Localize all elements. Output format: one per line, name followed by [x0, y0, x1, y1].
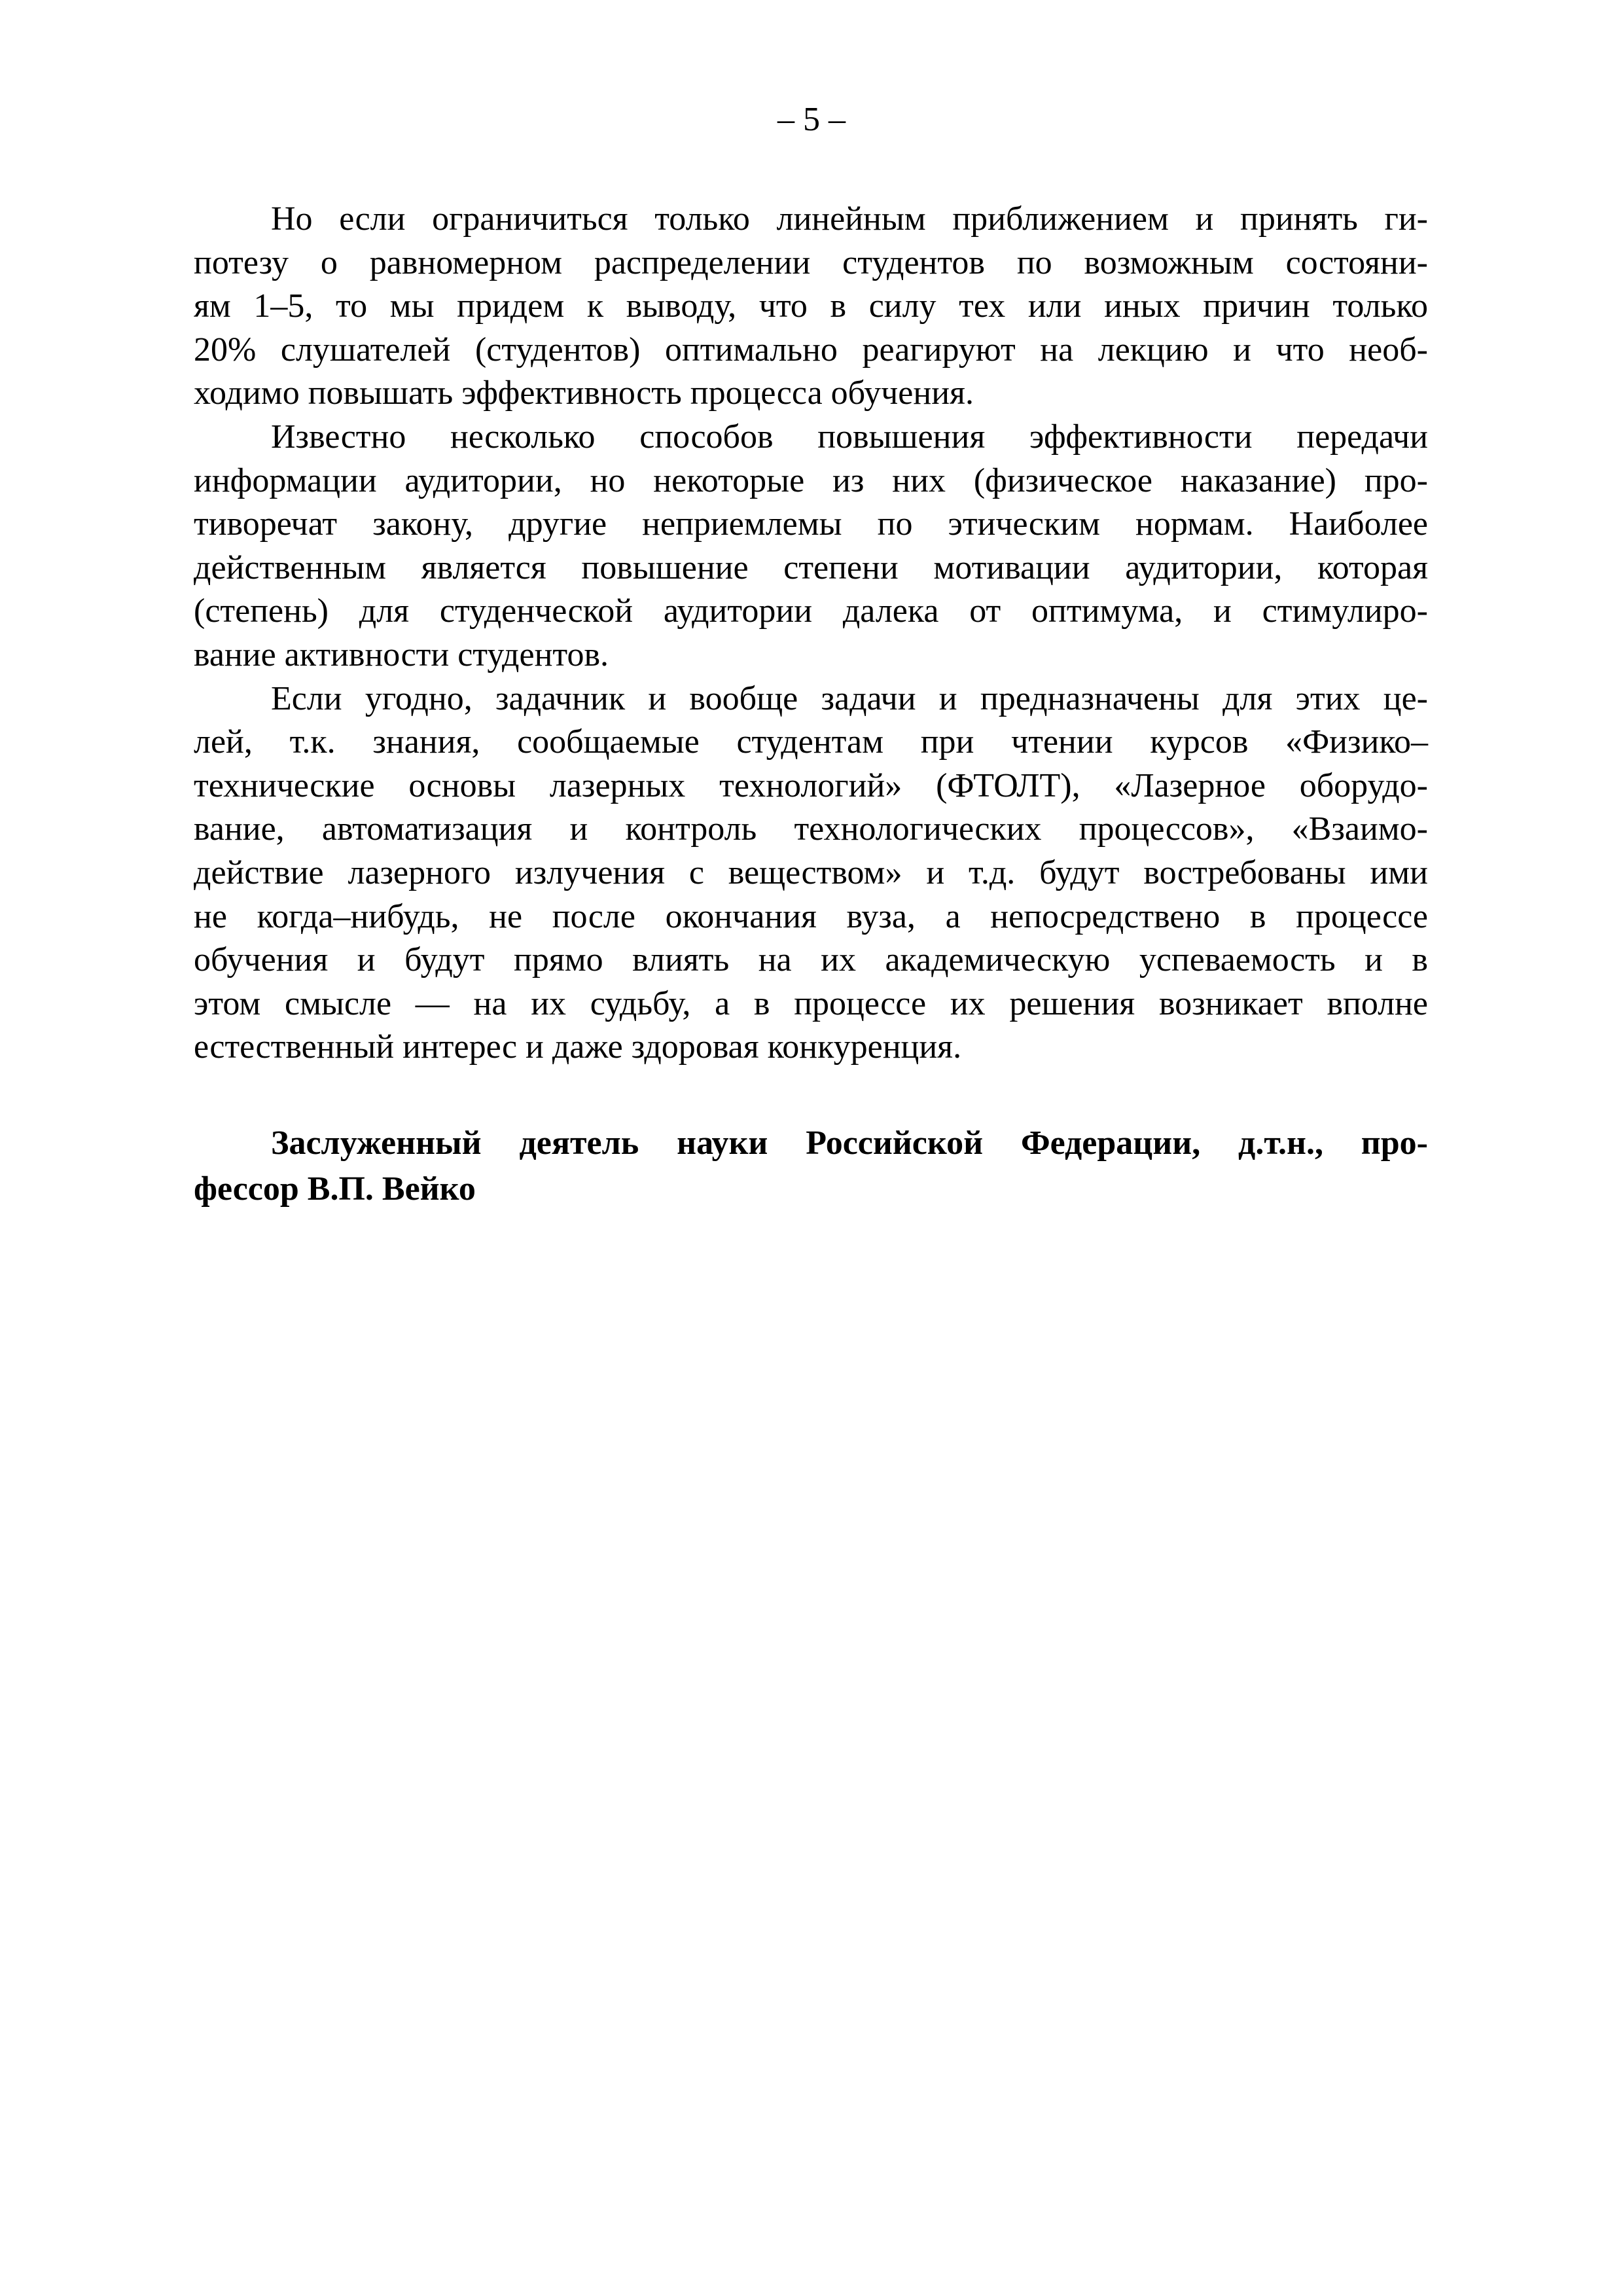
text-line: действенным является повышение степени мотивации аудитории, которая — [194, 548, 1428, 586]
text-line: ходимо повышать эффективность процесса обучения. — [194, 374, 974, 412]
document-body — [194, 198, 1428, 1212]
text-line: вание активности студентов. — [194, 636, 609, 673]
author-signature — [194, 1121, 1428, 1212]
page-number: – 5 – — [777, 101, 846, 138]
text-line: ям 1–5, то мы придем к выводу, что в силу тех или иных причин только — [194, 287, 1428, 325]
paragraph-1 — [194, 198, 1428, 416]
text-line: лей, т.к. знания, сообщаемые студентам при чтении курсов «Физико– — [194, 723, 1428, 761]
signature-line: Заслуженный деятель науки Российской Федерации, д.т.н., про- — [271, 1124, 1428, 1162]
text-line: не когда–нибудь, не после окончания вуза, а непосредствено в процессе — [194, 897, 1428, 935]
text-line: Если угодно, задачник и вообще задачи и предназначены для этих це- — [271, 679, 1428, 717]
text-line: обучения и будут прямо влиять на их академическую успеваемость и в — [194, 941, 1428, 979]
paragraph-3 — [194, 677, 1428, 1069]
paragraph-2 — [194, 416, 1428, 677]
text-line: этом смысле — на их судьбу, а в процессе их решения возникает вполне — [194, 984, 1428, 1022]
text-line: естественный интерес и даже здоровая конкуренция. — [194, 1028, 962, 1066]
text-line: информации аудитории, но некоторые из них (физическое наказание) про- — [194, 461, 1428, 499]
text-line: потезу о равномерном распределении студентов по возможным состояни- — [194, 243, 1428, 281]
text-line: Но если ограничиться только линейным приближением и принять ги- — [271, 200, 1428, 238]
text-line: действие лазерного излучения с веществом» и т.д. будут востребованы ими — [194, 853, 1428, 891]
text-line: тиворечат закону, другие неприемлемы по этическим нормам. Наиболее — [194, 505, 1428, 543]
signature-line: фессор В.П. Вейко — [194, 1170, 476, 1208]
text-line: 20% слушателей (студентов) оптимально реагируют на лекцию и что необ- — [194, 331, 1428, 368]
text-line: технические основы лазерных технологий» (ФТОЛТ), «Лазерное оборудо- — [194, 766, 1428, 804]
text-line: вание, автоматизация и контроль технологических процессов», «Взаимо- — [194, 810, 1428, 848]
text-line: Известно несколько способов повышения эффективности передачи — [271, 418, 1428, 456]
text-line: (степень) для студенческой аудитории далека от оптимума, и стимулиро- — [194, 592, 1428, 630]
